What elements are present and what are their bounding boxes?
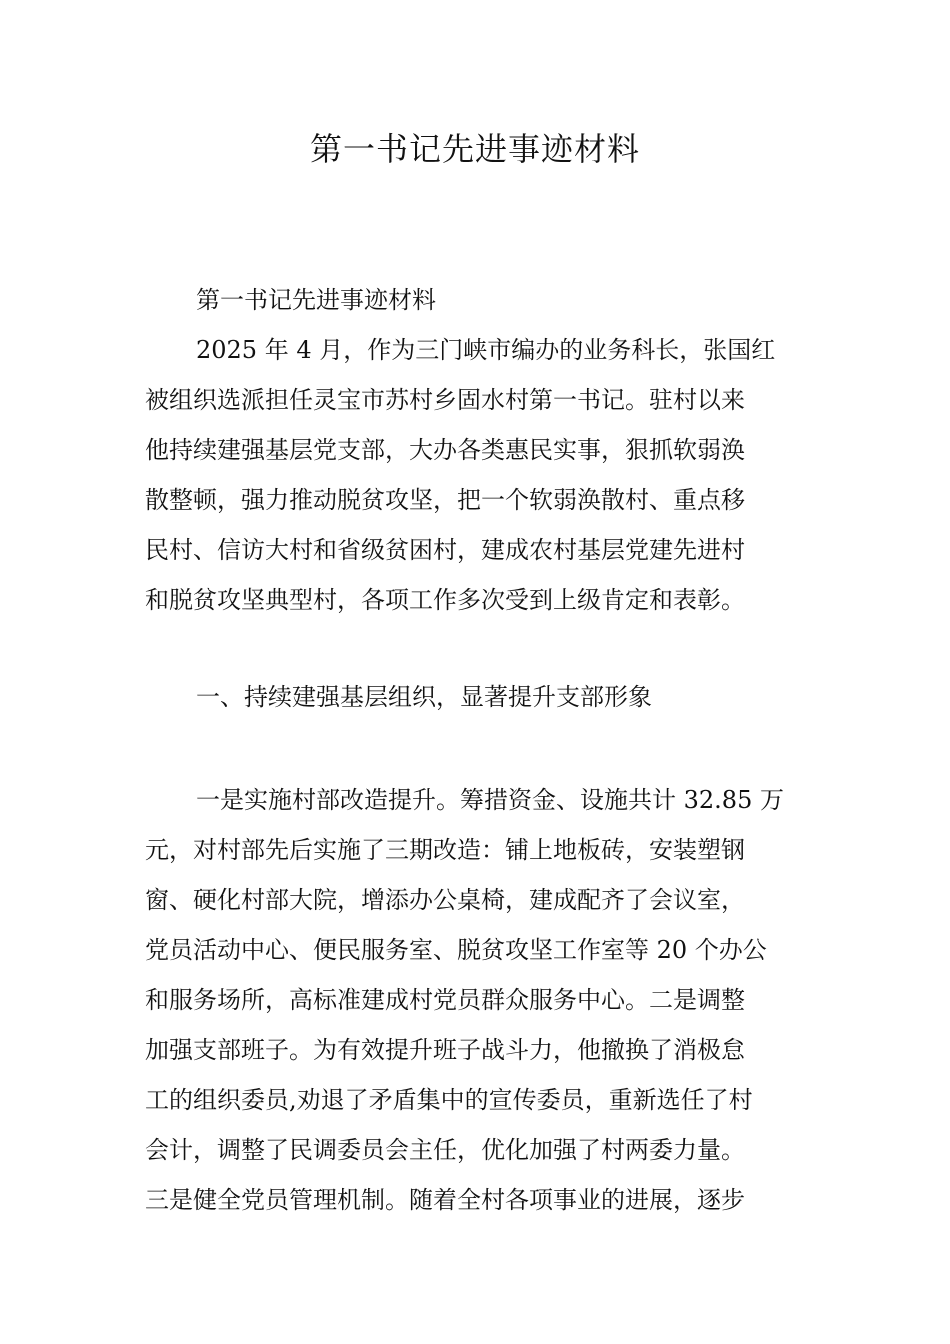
paragraph-line: 工的组织委员,劝退了矛盾集中的宣传委员，重新选任了村 [145,1086,753,1114]
paragraph-line: 会计，调整了民调委员会主任，优化加强了村两委力量。 [145,1136,745,1164]
paragraph-line: 元，对村部先后实施了三期改造：铺上地板砖，安装塑钢 [145,836,745,864]
paragraph-line: 三是健全党员管理机制。随着全村各项事业的进展，逐步 [145,1186,745,1214]
paragraph-line: 党员活动中心、便民服务室、脱贫攻坚工作室等 20 个办公 [145,936,767,964]
paragraph-line: 被组织选派担任灵宝市苏村乡固水村第一书记。驻村以来 [145,386,745,414]
paragraph-line: 一是实施村部改造提升。筹措资金、设施共计 32.85 万 [196,786,784,814]
document-title: 第一书记先进事迹材料 [309,130,640,168]
paragraph-line: 和脱贫攻坚典型村，各项工作多次受到上级肯定和表彰。 [145,586,745,614]
section-heading: 一、持续建强基层组织，显著提升支部形象 [196,683,652,711]
subtitle-line: 第一书记先进事迹材料 [196,286,436,314]
paragraph-line: 2025 年 4 月，作为三门峡市编办的业务科长，张国红 [196,336,776,364]
paragraph-line: 他持续建强基层党支部，大办各类惠民实事，狠抓软弱涣 [145,436,745,464]
paragraph-line: 和服务场所，高标准建成村党员群众服务中心。二是调整 [145,986,745,1014]
paragraph-line: 加强支部班子。为有效提升班子战斗力，他撤换了消极怠 [145,1036,745,1064]
paragraph-line: 民村、信访大村和省级贫困村，建成农村基层党建先进村 [145,536,745,564]
paragraph-line: 窗、硬化村部大院，增添办公桌椅，建成配齐了会议室， [145,886,745,914]
paragraph-line: 散整顿，强力推动脱贫攻坚，把一个软弱涣散村、重点移 [145,486,745,514]
